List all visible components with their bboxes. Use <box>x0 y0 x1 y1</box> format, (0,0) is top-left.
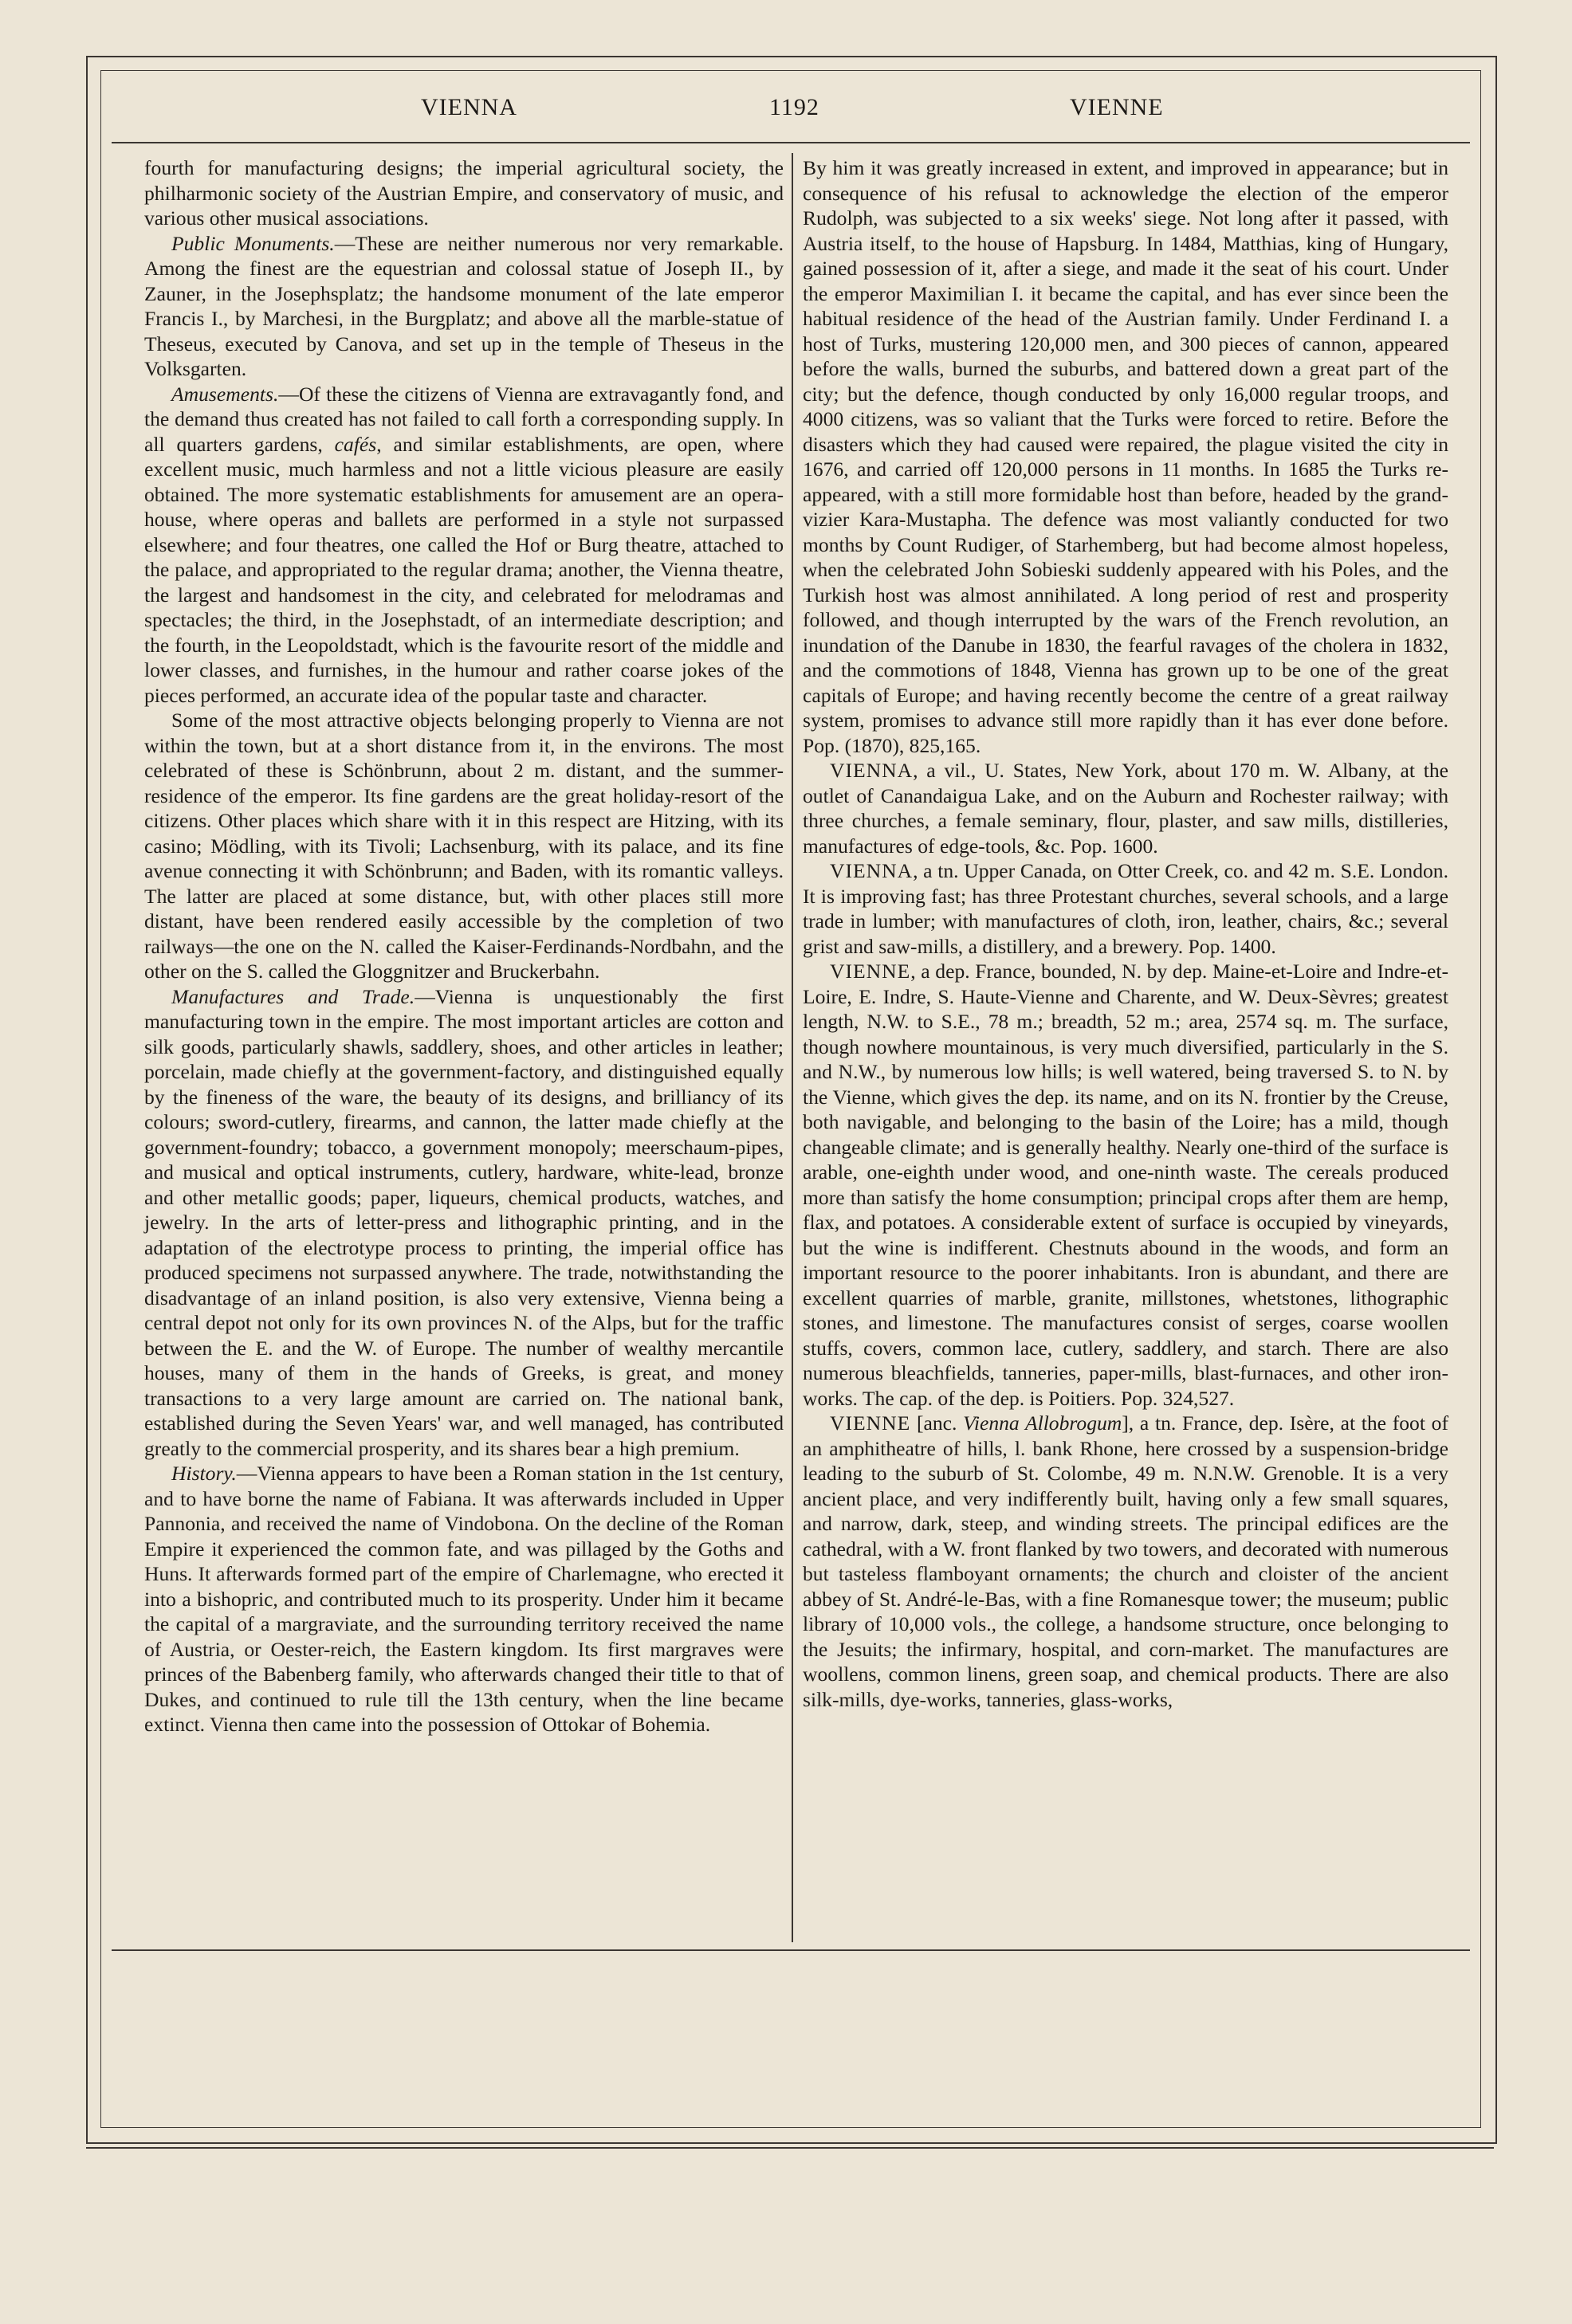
column-divider <box>792 153 793 1942</box>
entry-headword: VIENNE <box>830 1411 911 1435</box>
section-heading: Amusements. <box>171 382 279 406</box>
italic-term: cafés <box>334 432 377 456</box>
bottom-rule <box>86 2147 1494 2149</box>
entry-vienne-town <box>803 1411 1448 1712</box>
entry-vienna-canada <box>803 858 1448 959</box>
paragraph-continuation: fourth for manufacturing designs; the imperial agricultural society, the philharmonic society of the Austrian Empire, and conservatory of music, and various other musical associations. <box>144 156 784 230</box>
page-number: 1192 <box>769 94 819 120</box>
entry-text: ], a tn. France, dep. Isère, at the foot of an amphitheatre of hills, l. bank Rhone, here crossed by a suspension-bridge leading to the suburb of St. Colombe, 49 m. N.N.W. Grenoble. It is a very ancient place, and very indifferently built, having only a few small squares, and narrow, dark, steep, and winding streets. The principal edifices are the cathedral, with a W. front flanked by two towers, and decorated with numerous but tasteless flamboyant ornaments; the church and cloister of the ancient abbey of St. André-le-Bas, with a fine Romanesque tower; the museum; public library of 10,000 vols., the college, a handsome structure, once belonging to the Jesuits; the infirmary, hospital, and corn-market. The manufactures are woollens, common linens, green soap, and chemical products. There are also silk-mills, dye-works, tanneries, glass-works, <box>803 1411 1448 1711</box>
section-heading: Manufactures and Trade. <box>171 984 415 1008</box>
header-rule <box>112 142 1470 143</box>
entry-vienna-new-york <box>803 758 1448 858</box>
paragraph-history-continued: By him it was greatly increased in extent, and improved in appearance; but in consequence of his refusal to acknowledge the election of the emperor Rudolph, was subjected to a six weeks' siege. Not long after it passed, with Austria itself, to the house of Hapsburg. In 1484, Matthias, king of Hungary, gained possession of it, after a siege, and made it the seat of his court. Under the emperor Maximilian I. it became the capital, and has ever since been the habitual residence of the head of the Austrian family. Under Ferdinand I. a host of Turks, mustering 120,000 men, and 300 pieces of cannon, appeared before the walls, burned the suburbs, and battered down a great part of the city; but the defence, though conducted by only 16,000 regular troops, and 4000 citizens, was so valiant that the Turks were forced to retire. Before the disasters which they had caused were repaired, the plague visited the city in 1676, and carried off 120,000 persons in 11 months. In 1685 the Turks re-appeared, with a still more formidable host than before, headed by the grand-vizier Kara-Mustapha. The defence was most valiantly conducted for two months by Count Rudiger, of Starhemberg, but had become almost hopeless, when the celebrated John Sobieski suddenly appeared with his Poles, and the Turkish host was almost annihilated. A long period of rest and prosperity followed, and though interrupted by the wars of the French revolution, an inundation of the Danube in 1830, the fearful ravages of the cholera in 1832, and the commotions of 1848, Vienna has grown up to be one of the great capitals of Europe; and having recently become the centre of a great railway system, promises to advance still more rapidly than it has ever done before. Pop. (1870), 825,165. <box>803 156 1448 757</box>
left-column <box>144 155 784 1737</box>
entry-text: , a vil., U. States, New York, about 170 m. W. Albany, at the outlet of Canandaigua Lake, and on the Auburn and Rochester railway; with three churches, a female seminary, flour, plaster, and saw mills, distilleries, manufactures of edge-tools, &c. Pop. 1600. <box>803 759 1448 858</box>
header-left: VIENNA <box>421 94 517 120</box>
entry-text: [anc. <box>910 1411 964 1435</box>
ancient-name: Vienna Allobrogum <box>963 1411 1122 1435</box>
right-column <box>803 155 1448 1712</box>
paragraph-text: —Of these the citizens of Vienna are extravagantly fond, and the demand thus created has not failed to call forth a corresponding supply. In all quarters gardens, <box>144 382 784 456</box>
header-right: VIENNE <box>1070 94 1164 120</box>
paragraph-amusements <box>144 382 784 709</box>
footer-rule <box>112 1949 1470 1951</box>
section-heading: Public Monuments. <box>171 231 335 255</box>
entry-headword: VIENNA <box>830 759 914 782</box>
paragraph-text: —These are neither numerous nor very remarkable. Among the finest are the equestrian and colossal statue of Joseph II., by Zauner, in the Josephsplatz; the handsome monument of the late emperor Francis I., by Marchesi, in the Burgplatz; and above all the marble-statue of Theseus, executed by Canova, and set up in the temple of Theseus in the Volksgarten. <box>144 231 784 380</box>
paragraph-manufactures <box>144 984 784 1462</box>
entry-headword: VIENNA <box>830 859 914 882</box>
entry-text: , a tn. Upper Canada, on Otter Creek, co. and 42 m. S.E. London. It is improving fast; has three Protestant churches, several schools, and a large trade in lumber; with manufactures of cloth, iron, leather, chairs, &c.; several grist and saw-mills, a distillery, and a brewery. Pop. 1400. <box>803 859 1448 958</box>
entry-headword: VIENNE <box>830 960 911 983</box>
paragraph-history <box>144 1461 784 1737</box>
paragraph-public-monuments <box>144 231 784 382</box>
paragraph-environs: Some of the most attractive objects belonging properly to Vienna are not within the town, but at a short distance from it, in the environs. The most celebrated of these is Schönbrunn, about 2 m. distant, and the summer-residence of the emperor. Its fine gardens are the great holiday-resort of the citizens. Other places which share with it in this respect are Hitzing, with its casino; Mödling, with its Tivoli; Lachsenburg, with its palace, and its fine avenue connecting it with Schönbrunn; and Baden, with its romantic valleys. The latter are placed at some distance, but, with other places still more distant, have been rendered easily accessible by the completion of two railways—the one on the N. called the Kaiser-Ferdinands-Nordbahn, and the other on the S. called the Gloggnitzer and Bruckerbahn. <box>144 709 784 983</box>
entry-vienne-department <box>803 959 1448 1411</box>
paragraph-text: —Vienna is unquestionably the first manufacturing town in the empire. The most important articles are cotton and silk goods, particularly shawls, saddlery, shoes, and other articles in leather; porcelain, made chiefly at the government-factory, and distinguished equally by the fineness of the ware, the beauty of its designs, and brilliancy of its colours; sword-cutlery, firearms, and cannon, the latter made chiefly at the government-foundry; tobacco, a government monopoly; meerschaum-pipes, and musical and optical instruments, cutlery, hardware, white-lead, bronze and other metallic goods; paper, liqueurs, chemical products, watches, and jewelry. In the arts of letter-press and lithographic printing, and in the adaptation of the electrotype process to printing, the imperial office has produced specimens not surpassed anywhere. The trade, notwithstanding the disadvantage of an inland position, is also very extensive, Vienna being a central depot not only for its own provinces N. of the Alps, but for the traffic between the E. and the W. of Europe. The number of wealthy mercantile houses, many of them in the hands of Greeks, is great, and money transactions to a very large amount are carried on. The national bank, established during the Seven Years' war, and well managed, has contributed greatly to the commercial prosperity, and its shares bear a high premium. <box>144 984 784 1460</box>
paragraph-text: —Vienna appears to have been a Roman station in the 1st century, and to have borne the name of Fabiana. It was afterwards included in Upper Pannonia, and received the name of Vindobona. On the decline of the Roman Empire it experienced the common fate, and was pillaged by the Goths and Huns. It afterwards formed part of the empire of Charlemagne, who erected it into a bishopric, and contributed much to its prosperity. Under him it became the capital of a margraviate, and the surrounding territory received the name of Austria, or Oester-reich, the Eastern kingdom. Its first margraves were princes of the Babenberg family, who afterwards changed their title to that of Dukes, and continued to rule till the 13th century, when the line became extinct. Vienna then came into the possession of Ottokar of Bohemia. <box>144 1462 784 1736</box>
paragraph-text: , and similar establishments, are open, where excellent music, much harmless and not a little vicious pleasure are easily obtained. The more systematic establishments for amusement are an opera-house, where operas and ballets are performed in a style not surpassed elsewhere; and four theatres, one called the Hof or Burg theatre, attached to the palace, and appropriated to the regular drama; another, the Vienna theatre, the largest and handsomest in the city, and celebrated for melodramas and spectacles; the third, in the Josephstadt, of an intermediate description; and the fourth, in the Leopoldstadt, which is the favourite resort of the middle and lower classes, and furnishes, in the humour and rather coarse jokes of the pieces performed, an accurate idea of the popular taste and character. <box>144 432 784 707</box>
section-heading: History. <box>171 1462 237 1485</box>
entry-text: , a dep. France, bounded, N. by dep. Maine-et-Loire and Indre-et-Loire, E. Indre, S. Haute-Vienne and Charente, and W. Deux-Sèvres; greatest length, N.W. to S.E., 78 m.; breadth, 52 m.; area, 2574 sq. m. The surface, though nowhere mountainous, is very much diversified, particularly in the S. and N.W., by numerous low hills; is well watered, being traversed S. to N. by the Vienne, which gives the dep. its name, and on its N. frontier by the Creuse, both navigable, and belonging to the basin of the Loire; has a mild, though changeable climate; and is generally healthy. Nearly one-third of the surface is arable, one-eighth under wood, and one-ninth waste. The cereals produced more than satisfy the home consumption; principal crops after them are hemp, flax, and potatoes. A considerable extent of surface is occupied by vineyards, but the wine is indifferent. Chestnuts abound in the woods, and form an important resource to the poorer inhabitants. Iron is abundant, and there are excellent quarries of marble, granite, millstones, whetstones, lithographic stones, and limestone. The manufactures consist of serges, coarse woollen stuffs, covers, common lace, cutlery, saddlery, and starch. There are also numerous bleachfields, tanneries, paper-mills, blast-furnaces, and other iron-works. The cap. of the dep. is Poitiers. Pop. 324,527. <box>803 960 1448 1410</box>
